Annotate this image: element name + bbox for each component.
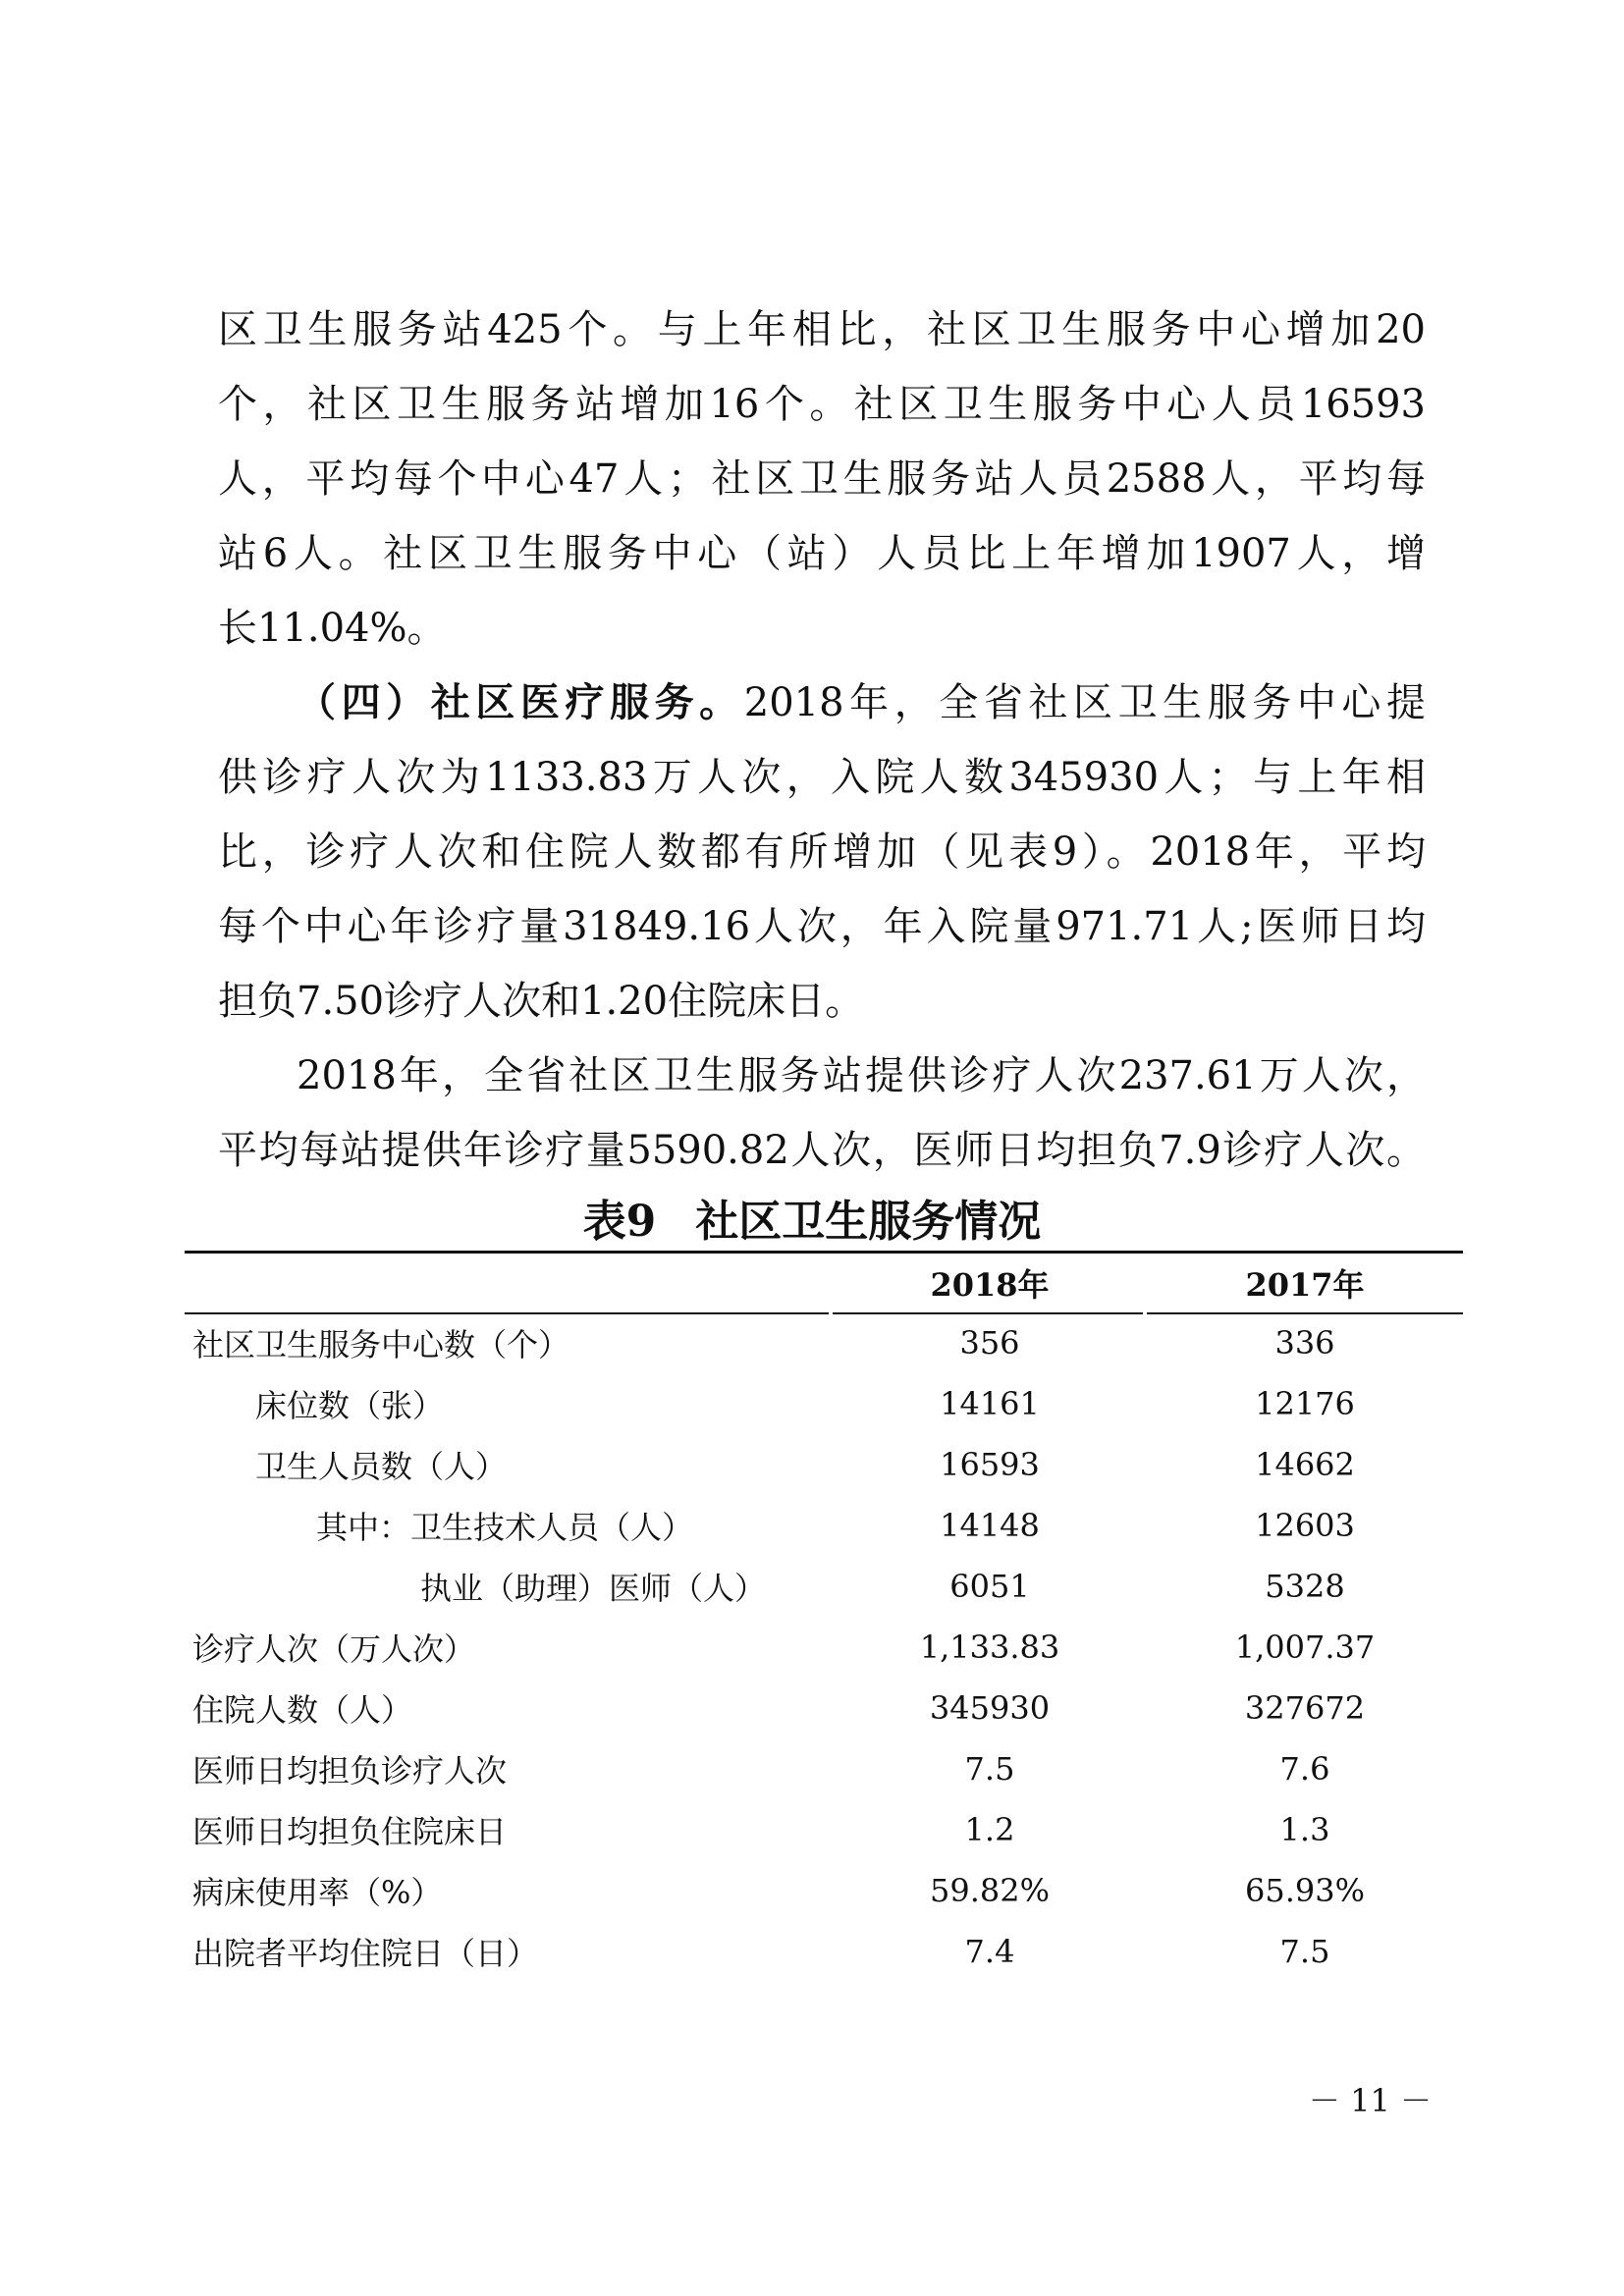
row-label: 诊疗人次（万人次）	[192, 1630, 476, 1668]
text-line: 站6人。社区卫生服务中心（站）人员比上年增加1907人，增	[218, 531, 1426, 576]
section-heading: （四）社区医疗服务。	[297, 679, 744, 725]
table-title	[0, 1186, 1624, 1249]
table-row	[185, 1860, 1463, 1921]
header-2017: 2017年	[1245, 1266, 1365, 1304]
table-row	[185, 1617, 1463, 1678]
text-line: 平均每站提供年诊疗量5590.82人次，医师日均担负7.9诊疗人次。	[218, 1128, 1426, 1173]
text-line: 长11.04%。	[218, 606, 447, 651]
table-number: 表9	[582, 1197, 657, 1247]
row-label: 其中：卫生技术人员（人）	[316, 1509, 694, 1546]
table-row	[185, 1556, 1463, 1617]
value-2018: 1,133.83	[919, 1629, 1060, 1666]
table-row	[185, 1312, 1463, 1373]
table-row	[185, 1434, 1463, 1495]
value-2017: 1,007.37	[1234, 1629, 1376, 1666]
value-2018: 59.82%	[929, 1872, 1050, 1909]
value-2017: 7.6	[1279, 1750, 1330, 1788]
value-2018: 14148	[940, 1507, 1040, 1544]
table-row	[185, 1495, 1463, 1556]
row-label: 卫生人员数（人）	[255, 1448, 508, 1485]
table-body	[185, 1312, 1463, 1982]
text-fragment: 2018年，全省社区卫生服务中心提	[743, 680, 1427, 725]
data-table	[185, 1251, 1463, 1982]
row-label: 住院人数（人）	[192, 1691, 413, 1729]
table-row	[185, 1921, 1463, 1982]
paragraph-2	[218, 666, 1426, 1039]
value-2018: 7.5	[964, 1750, 1015, 1788]
table-header	[185, 1254, 1463, 1312]
value-2018: 356	[959, 1324, 1020, 1362]
header-2018: 2018年	[930, 1266, 1050, 1304]
table-row	[185, 1373, 1463, 1434]
text-line: 人，平均每个中心47人；社区卫生服务站人员2588人，平均每	[218, 456, 1426, 502]
value-2018: 7.4	[964, 1933, 1015, 1970]
value-2017: 12603	[1255, 1507, 1355, 1544]
value-2018: 16593	[940, 1446, 1040, 1483]
row-label: 出院者平均住院日（日）	[192, 1935, 539, 1972]
table-row	[185, 1678, 1463, 1738]
row-label: 执业（助理）医师（人）	[420, 1570, 767, 1607]
text-line: 供诊疗人次为1133.83万人次，入院人数345930人；与上年相	[218, 755, 1426, 800]
page-number: － 11 －	[1308, 2082, 1432, 2119]
text-line: 区卫生服务站425个。与上年相比，社区卫生服务中心增加20	[218, 307, 1426, 352]
value-2018: 14161	[940, 1385, 1040, 1422]
row-label: 医师日均担负诊疗人次	[192, 1752, 508, 1789]
value-2018: 6051	[949, 1568, 1030, 1605]
row-label: 社区卫生服务中心数（个）	[192, 1326, 570, 1363]
value-2017: 327672	[1244, 1689, 1366, 1727]
value-2017: 65.93%	[1244, 1872, 1365, 1909]
table-row	[185, 1799, 1463, 1860]
text-line: 每个中心年诊疗量31849.16人次，年入院量971.71人;医师日均	[218, 904, 1426, 949]
text-line	[218, 666, 1426, 740]
text-line: 比，诊疗人次和住院人数都有所增加（见表9）。2018年，平均	[218, 829, 1426, 875]
table-row	[185, 1738, 1463, 1799]
paragraph-1	[218, 293, 1426, 666]
row-label: 病床使用率（%）	[192, 1874, 443, 1911]
value-2018: 345930	[929, 1689, 1051, 1727]
value-2017: 14662	[1255, 1446, 1355, 1483]
text-line: 个，社区卫生服务站增加16个。社区卫生服务中心人员16593	[218, 382, 1426, 427]
value-2017: 12176	[1255, 1385, 1355, 1422]
paragraph-3	[218, 1039, 1426, 1188]
text-line: 2018年，全省社区卫生服务站提供诊疗人次237.61万人次，	[297, 1053, 1426, 1098]
value-2017: 5328	[1265, 1568, 1345, 1605]
value-2017: 7.5	[1279, 1933, 1330, 1970]
value-2017: 336	[1274, 1324, 1335, 1362]
value-2018: 1.2	[964, 1811, 1015, 1848]
table-title-text: 社区卫生服务情况	[695, 1197, 1042, 1247]
row-label: 医师日均担负住院床日	[192, 1813, 508, 1850]
value-2017: 1.3	[1279, 1811, 1330, 1848]
row-label: 床位数（张）	[255, 1387, 445, 1424]
text-line: 担负7.50诊疗人次和1.20住院床日。	[218, 979, 865, 1024]
